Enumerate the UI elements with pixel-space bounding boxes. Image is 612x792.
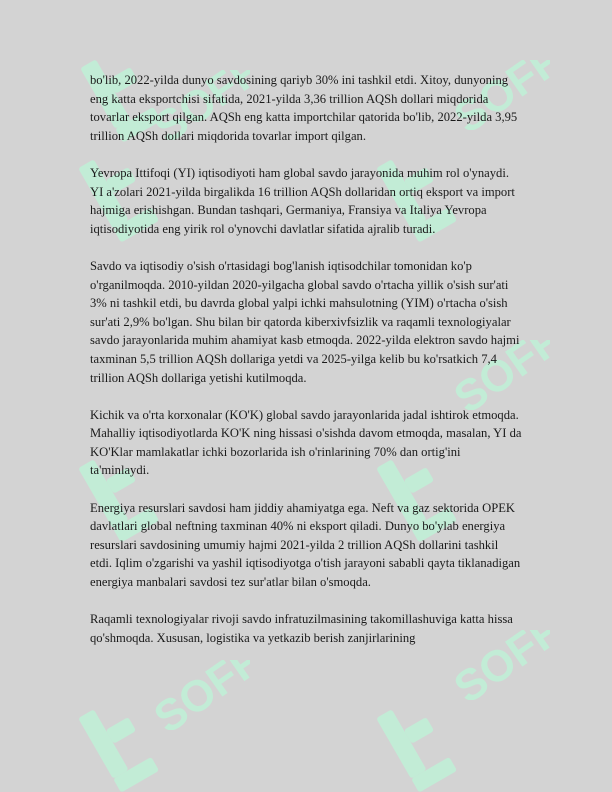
watermark-word: SOFF bbox=[145, 70, 250, 140]
watermark-word: SOFF bbox=[445, 630, 550, 700]
paragraph-trade-growth: Savdo va iqtisodiy o'sish o'rtasidagi bog'lanish iqtisodchilar tomonidan ko'p o'rganilmoqda. 2010-yildan 2020-yilgacha global savdo o'rtacha yillik o'sish sur'ati 3% ni tashkil etdi, bu davrda global yalpi ichki mahsulotning (YIM) o'rtacha o'sish sur'ati 2,9% bo'lgan. Shu bilan bir qatorda kiberxivfsizlik va raqamli texnologiyalar savdo jarayonlarida muhim ahamiyat kasb etmoqda. 2022-yilda elektron savdo hajmi taxminan 5,5 trillion AQSh dollariga yetdi va 2025-yilga kelib bu ko'rsatkich 7,4 trillion AQSh dollariga yetishi kutilmoqda. bbox=[90, 258, 520, 385]
watermark-word: SOFF bbox=[445, 60, 550, 130]
paragraph-energy: Energiya resurslari savdosi ham jiddiy ahamiyatga ega. Neft va gaz sektorida OPEK davlatlari global neftning taxminan 40% ni eksport qiladi. Dunyo bo'ylab energiya resurslari savdosining umumiy hajmi 2021-yilda 2 trillion AQSh dollarini tashkil etdi. Iqlim o'zgarishi va yashil iqtisodiyotga o'tish jarayoni sababli qayta tiklanadigan energiya manbalari savdosi tez sur'atlar bilan o'smoqda. bbox=[90, 500, 521, 590]
paragraph-european-union: Yevropa Ittifoqi (YI) iqtisodiyoti ham global savdo jarayonida muhim rol o'ynaydi. YI a'zolari 2021-yilda birgalikda 16 trillion AQSh dollaridan ortiq eksport va import hajmiga erishishgan. Bundan tashqari, Germaniya, Fransiya va Italiya Yevropa iqtisodiyotida eng yirik rol o'ynovchi davlatlar sifatida ajralib turadi. bbox=[90, 165, 515, 236]
watermark-logo bbox=[376, 690, 466, 792]
document-body bbox=[90, 71, 522, 666]
paragraph-sme: Kichik va o'rta korxonalar (KO'K) global savdo jarayonlarida jadal ishtirok etmoqda. Mahalliy iqtisodiyotlarda KO'K ning hissasi o'sishda davom etmoqda, masalan, YI da KO'Klar mamlakatlar ichki bozorlarida ish o'rinlarining 70% dan ortig'ini ta'minlaydi. bbox=[90, 407, 522, 478]
watermark-text bbox=[140, 660, 250, 730]
watermark-word: SOFF bbox=[145, 660, 250, 730]
watermark-logo-icon bbox=[376, 690, 466, 792]
paragraph-trade-leaders: bo'lib, 2022-yilda dunyo savdosining qariyb 30% ini tashkil etdi. Xitoy, dunyoning eng katta eksportchisi sifatida, 2021-yilda 3,36 trillion AQSh dollari miqdorida tovarlar eksport qilgan. AQSh eng katta importchilar qatorida bo'lib, 2022-yilda 3,95 trillion AQSh dollari miqdorida tovarlar import qilgan. bbox=[90, 73, 518, 143]
watermark-word: SOFF bbox=[445, 340, 550, 410]
paragraph-digital-tech: Raqamli texnologiyalar rivoji savdo infratuzilmasining takomillashuviga katta hissa qo'shmoqda. Xususan, logistika va yetkazib berish zanjirlarining bbox=[90, 612, 513, 645]
watermark-text-mark bbox=[140, 660, 250, 730]
